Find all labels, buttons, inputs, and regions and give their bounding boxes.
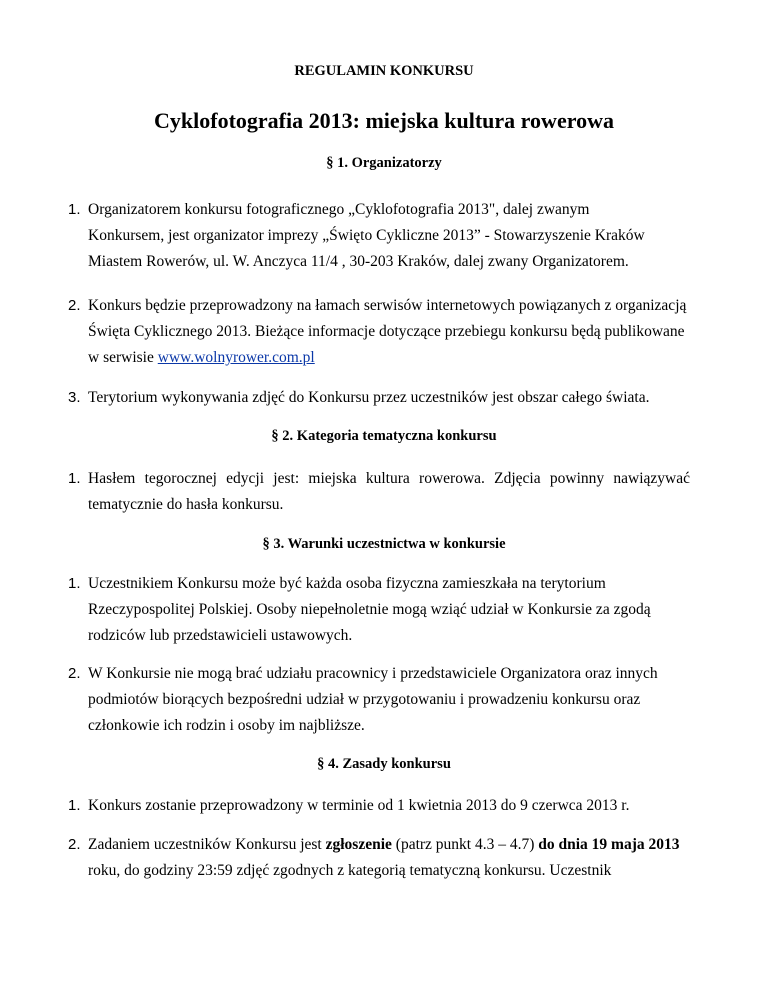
section-heading: § 2. Kategoria tematyczna konkursu	[271, 428, 497, 444]
list-item	[68, 293, 688, 371]
item-text: Konkurs będzie przeprowadzony na łamach serwisów internetowych powiązanych z organizacją Święta Cyklicznego 2013. Bieżące informacje dotyczące przebiegu konkursu będą publikowane w serwisie	[88, 297, 687, 366]
website-link[interactable]: www.wolnyrower.com.pl	[157, 349, 315, 366]
item-number: 1.	[68, 797, 81, 814]
list-item	[68, 832, 698, 884]
item-number: 3.	[68, 389, 81, 406]
item-text-bold: do dnia 19 maja 2013	[538, 836, 680, 853]
list-item	[68, 571, 678, 649]
section-heading: § 4. Zasady konkursu	[317, 756, 451, 772]
list-item	[68, 793, 698, 819]
item-text: Terytorium wykonywania zdjęć do Konkursu przez uczestników jest obszar całego świata.	[88, 389, 650, 406]
item-text: Uczestnikiem Konkursu może być każda osoba fizyczna zamieszkała na terytorium Rzeczypospolitej Polskiej. Osoby niepełnoletnie mogą wziąć udział w Konkursie za zgodą rodziców lub przedstawicieli ustawowych.	[88, 575, 651, 644]
item-text-bold: zgłoszenie	[325, 836, 392, 853]
item-number: 2.	[68, 297, 81, 314]
item-text: Zadaniem uczestników Konkursu jest	[88, 836, 322, 853]
item-number: 2.	[68, 665, 81, 682]
item-text: (patrz punkt 4.3 – 4.7)	[395, 836, 535, 853]
section-heading: § 3. Warunki uczestnictwa w konkursie	[262, 536, 506, 552]
list-item	[68, 466, 690, 518]
item-text: Organizatorem konkursu fotograficznego „Cyklofotografia 2013", dalej zwanym Konkursem, jest organizator imprezy „Święto Cykliczne 2013” - Stowarzyszenie Kraków Miastem Rowerów, ul. W. Anczyca 11/4 , 30-203 Kraków, dalej zwany Organizatorem.	[88, 201, 645, 270]
item-text: Konkurs zostanie przeprowadzony w terminie od 1 kwietnia 2013 do 9 czerwca 2013 r.	[88, 797, 630, 814]
list-item	[68, 385, 698, 411]
item-text: W Konkursie nie mogą brać udziału pracownicy i przedstawiciele Organizatora oraz innych podmiotów biorących bezpośredni udział w przygotowaniu i prowadzeniu konkursu oraz członkowie ich rodzin i osoby im najbliższe.	[88, 665, 658, 734]
item-number: 2.	[68, 836, 81, 853]
section-heading: § 1. Organizatorzy	[326, 155, 442, 171]
document-label: REGULAMIN KONKURSU	[294, 63, 474, 79]
item-number: 1.	[68, 201, 81, 218]
list-item	[68, 197, 648, 275]
document-title: Cyklofotografia 2013: miejska kultura rowerowa	[154, 108, 614, 133]
item-text: Hasłem tegorocznej edycji jest: miejska kultura rowerowa. Zdjęcia powinny nawiązywać tematycznie do hasła konkursu.	[88, 470, 690, 513]
item-number: 1.	[68, 575, 81, 592]
item-text: roku, do godziny 23:59 zdjęć zgodnych z kategorią tematyczną konkursu. Uczestnik	[88, 862, 612, 879]
list-item	[68, 661, 688, 739]
item-number: 1.	[68, 470, 81, 487]
